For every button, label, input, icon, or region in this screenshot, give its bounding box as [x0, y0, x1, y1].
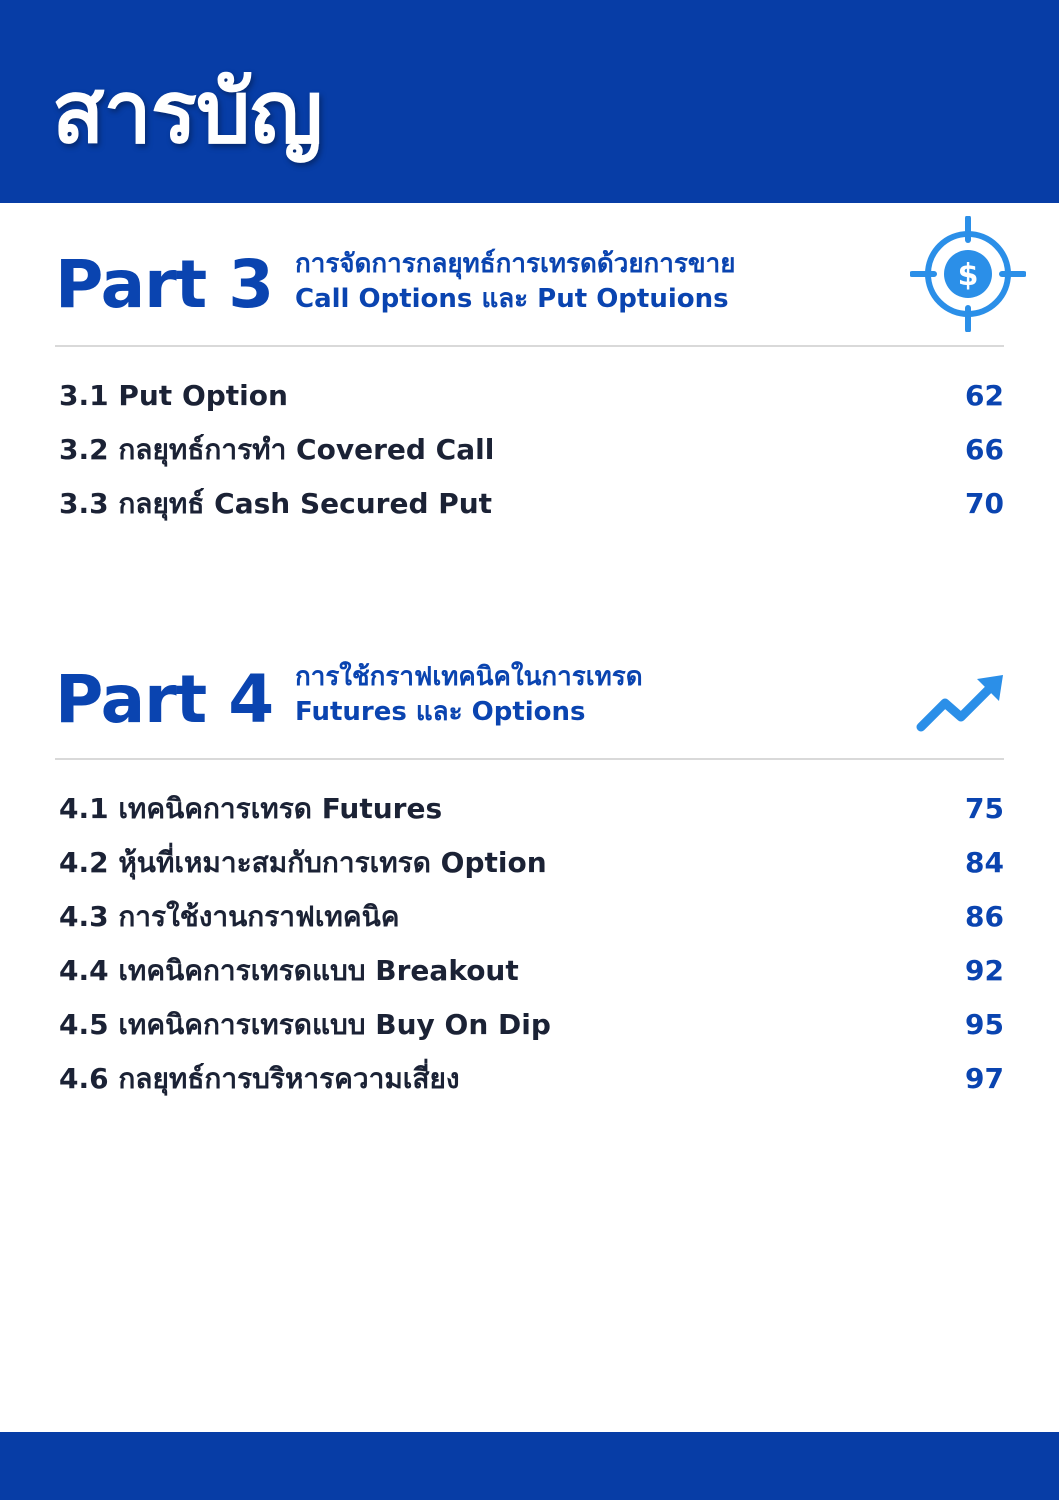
toc-entry-4-4[interactable] — [59, 951, 1004, 1005]
toc-entry-title: 3.2 กลยุทธ์การทำ Covered Call — [59, 433, 495, 466]
toc-entry-page: 66 — [965, 433, 1004, 466]
part-3-section — [55, 240, 1004, 520]
part-3-label: Part 3 — [55, 246, 274, 323]
part-4-subtitle-line-2: Futures และ Options — [295, 697, 586, 727]
toc-entry-page: 75 — [965, 792, 1004, 825]
trend-up-arrow-icon — [915, 673, 1007, 735]
part-4-label: Part 4 — [55, 661, 274, 738]
toc-entry-page: 62 — [965, 379, 1004, 412]
toc-entry-page: 97 — [965, 1062, 1004, 1095]
toc-entry-page: 92 — [965, 954, 1004, 987]
toc-entry-4-5[interactable] — [59, 1005, 1004, 1059]
toc-entry-title: 4.4 เทคนิคการเทรดแบบ Breakout — [59, 954, 519, 987]
part-3-toc-list — [59, 376, 1004, 538]
footer-band — [0, 1432, 1059, 1500]
toc-entry-4-6[interactable] — [59, 1059, 1004, 1113]
header-band — [0, 0, 1059, 203]
part-4-section — [55, 653, 1004, 1095]
part-3-subtitle-line-2: Call Options และ Put Optuions — [295, 284, 729, 314]
toc-entry-title: 3.1 Put Option — [59, 379, 288, 412]
target-dollar-icon — [910, 216, 1026, 332]
toc-entry-title: 4.5 เทคนิคการเทรดแบบ Buy On Dip — [59, 1008, 551, 1041]
toc-entry-page: 95 — [965, 1008, 1004, 1041]
page-title: สารบัญ — [52, 63, 322, 163]
toc-entry-title: 4.1 เทคนิคการเทรด Futures — [59, 792, 443, 825]
toc-entry-page: 86 — [965, 900, 1004, 933]
part-3-subtitle-line-1: การจัดการกลยุทธ์การเทรดด้วยการขาย — [295, 249, 736, 279]
toc-entry-page: 84 — [965, 846, 1004, 879]
toc-entry-3-2[interactable] — [59, 430, 1004, 484]
toc-entry-page: 70 — [965, 487, 1004, 520]
part-3-divider — [55, 345, 1004, 347]
toc-entry-3-1[interactable] — [59, 376, 1004, 430]
toc-entry-title: 3.3 กลยุทธ์ Cash Secured Put — [59, 487, 493, 520]
part-4-subtitle-line-1: การใช้กราฟเทคนิคในการเทรด — [295, 662, 643, 692]
toc-entry-4-1[interactable] — [59, 789, 1004, 843]
part-4-header — [55, 653, 1004, 753]
part-4-toc-list — [59, 789, 1004, 1113]
toc-entry-title: 4.6 กลยุทธ์การบริหารความเสี่ยง — [59, 1062, 460, 1095]
part-3-header — [55, 240, 1004, 340]
toc-entry-title: 4.2 หุ้นที่เหมาะสมกับการเทรด Option — [59, 846, 547, 879]
toc-entry-4-3[interactable] — [59, 897, 1004, 951]
part-4-divider — [55, 758, 1004, 760]
toc-entry-4-2[interactable] — [59, 843, 1004, 897]
toc-entry-3-3[interactable] — [59, 484, 1004, 538]
svg-text:$: $ — [957, 258, 979, 293]
toc-entry-title: 4.3 การใช้งานกราฟเทคนิค — [59, 900, 400, 933]
